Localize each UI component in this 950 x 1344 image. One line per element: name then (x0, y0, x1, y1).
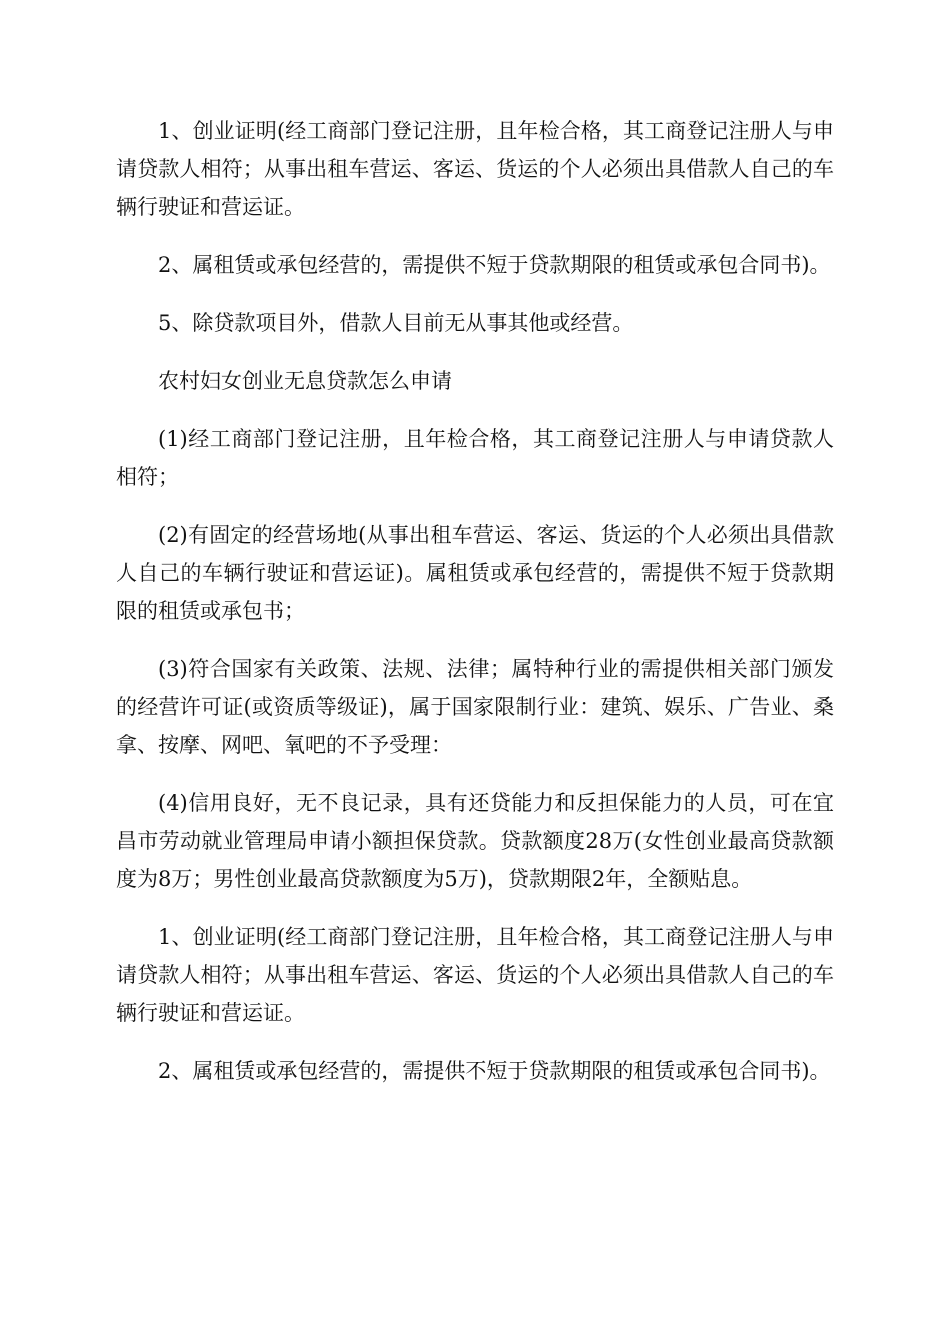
paragraph-2: 2、属租赁或承包经营的，需提供不短于贷款期限的租赁或承包合同书)。 (158, 253, 831, 277)
paragraph-1: 1、创业证明(经工商部门登记注册，且年检合格，其工商登记注册人与申请贷款人相符；从事出租车营运、客运、货运的个人必须出具借款人自己的车辆行驶证和营运证。 (116, 119, 834, 219)
section-heading: 农村妇女创业无息贷款怎么申请 (158, 369, 452, 393)
paragraph-5: (2)有固定的经营场地(从事出租车营运、客运、货运的个人必须出具借款人自己的车辆行驶证和营运证)。属租赁或承包经营的，需提供不短于贷款期限的租赁或承包书； (116, 523, 834, 623)
paragraph-8: 1、创业证明(经工商部门登记注册，且年检合格，其工商登记注册人与申请贷款人相符；从事出租车营运、客运、货运的个人必须出具借款人自己的车辆行驶证和营运证。 (116, 925, 834, 1025)
document-body (116, 112, 834, 1110)
paragraph-3: 5、除贷款项目外，借款人目前无从事其他或经营。 (158, 311, 634, 335)
paragraph-6: (3)符合国家有关政策、法规、法律；属特种行业的需提供相关部门颁发的经营许可证(或资质等级证)，属于国家限制行业：建筑、娱乐、广告业、桑拿、按摩、网吧、氧吧的不予受理： (116, 657, 834, 757)
paragraph-7: (4)信用良好，无不良记录，具有还贷能力和反担保能力的人员，可在宜昌市劳动就业管理局申请小额担保贷款。贷款额度28万(女性创业最高贷款额度为8万；男性创业最高贷款额度为5万)，贷款期限2年，全额贴息。 (116, 791, 834, 891)
paragraph-9: 2、属租赁或承包经营的，需提供不短于贷款期限的租赁或承包合同书)。 (158, 1059, 831, 1083)
paragraph-4: (1)经工商部门登记注册，且年检合格，其工商登记注册人与申请贷款人相符； (116, 427, 834, 489)
